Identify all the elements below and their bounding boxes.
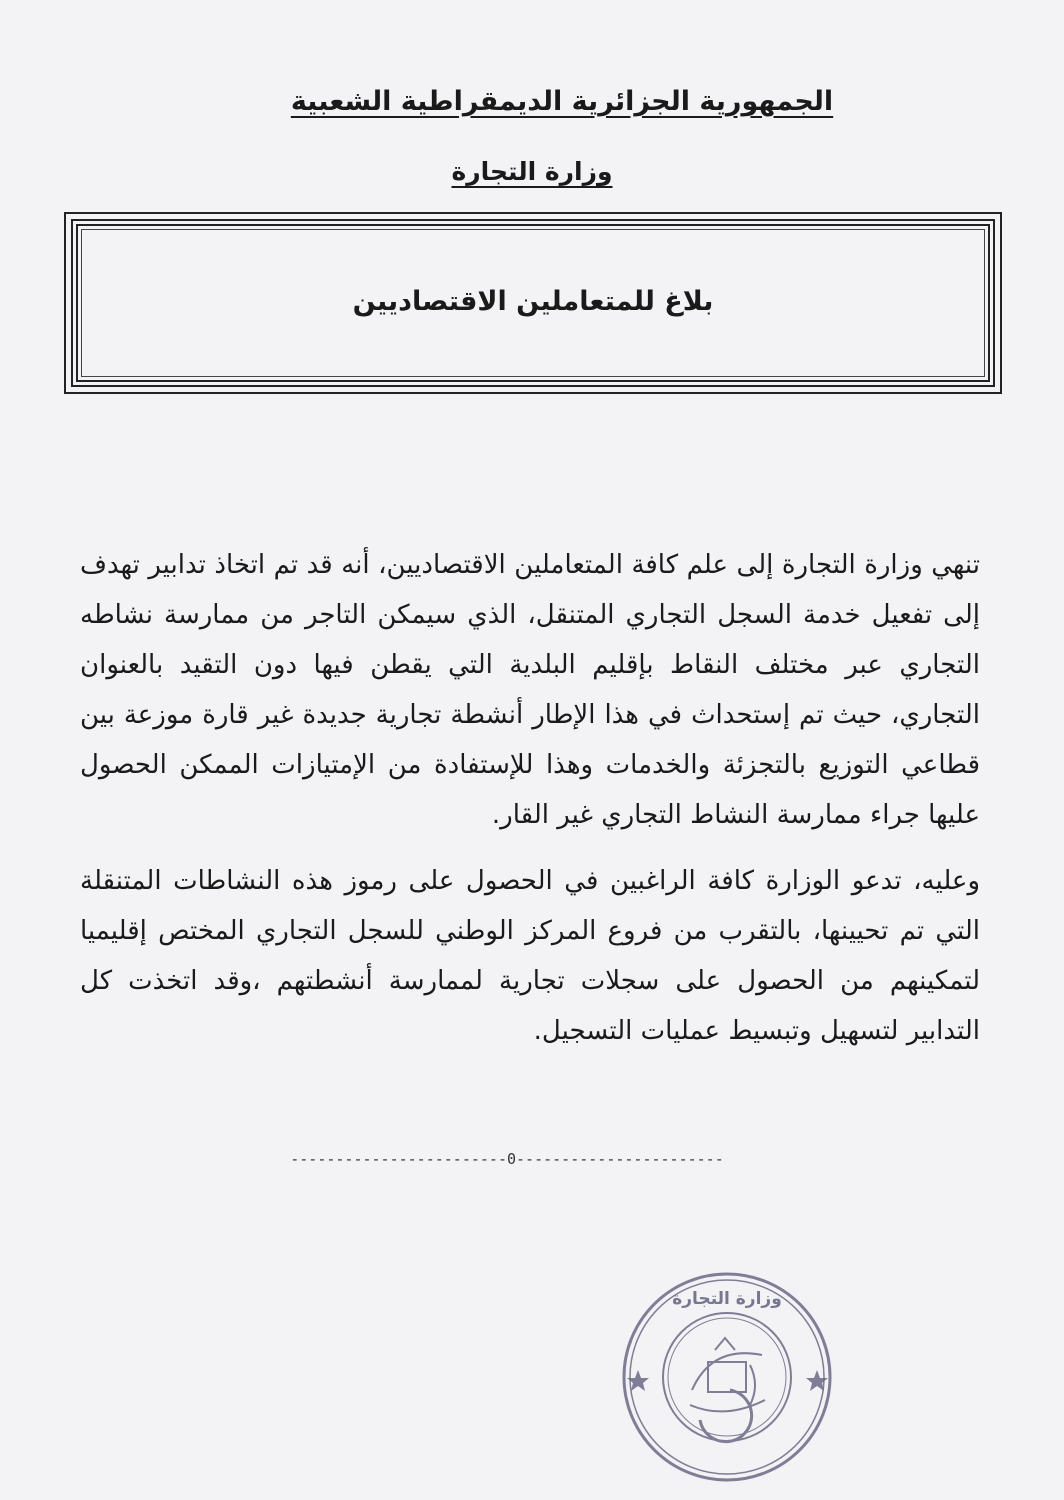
body-paragraph-2: وعليه، تدعو الوزارة كافة الراغبين في الحصول على رموز هذه النشاطات المتنقلة التي تم تحيينها، بالتقرب من فروع المركز الوطني للسجل التجاري المختص إقليميا لتمكينهم من الحصول على سجلات تجارية لممارسة أنشطتهم ،وقد اتخذت كل التدابير لتسهيل وتبسيط عمليات التسجيل. xyxy=(80,866,980,1046)
official-seal xyxy=(620,1270,835,1485)
ministry-heading: وزارة التجارة xyxy=(451,157,613,186)
notice-title-frame xyxy=(64,212,1002,394)
seal-text: وزارة التجارة xyxy=(672,1289,782,1309)
body-paragraph-1: تنهي وزارة التجارة إلى علم كافة المتعاملين الاقتصاديين، أنه قد تم اتخاذ تدابير تهدف إلى تفعيل خدمة السجل التجاري المتنقل، الذي سيمكن التاجر من ممارسة نشاطه التجاري عبر مختلف النقاط بإقليم البلدية التي يقطن فيها دون التقيد بالعنوان التجاري، حيث تم إستحداث في هذا الإطار أنشطة تجارية جديدة غير قارة موزعة بين قطاعي التوزيع بالتجزئة والخدمات وهذا للإستفادة من الإمتيازات الممكن الحصول عليها جراء ممارسة النشاط التجاري غير القار. xyxy=(80,550,980,830)
republic-heading: الجمهورية الجزائرية الديمقراطية الشعبية xyxy=(290,86,834,117)
notice-title: بلاغ للمتعاملين الاقتصاديين xyxy=(352,286,714,317)
separator-line: ------------------------0----------------------- xyxy=(290,1150,724,1168)
